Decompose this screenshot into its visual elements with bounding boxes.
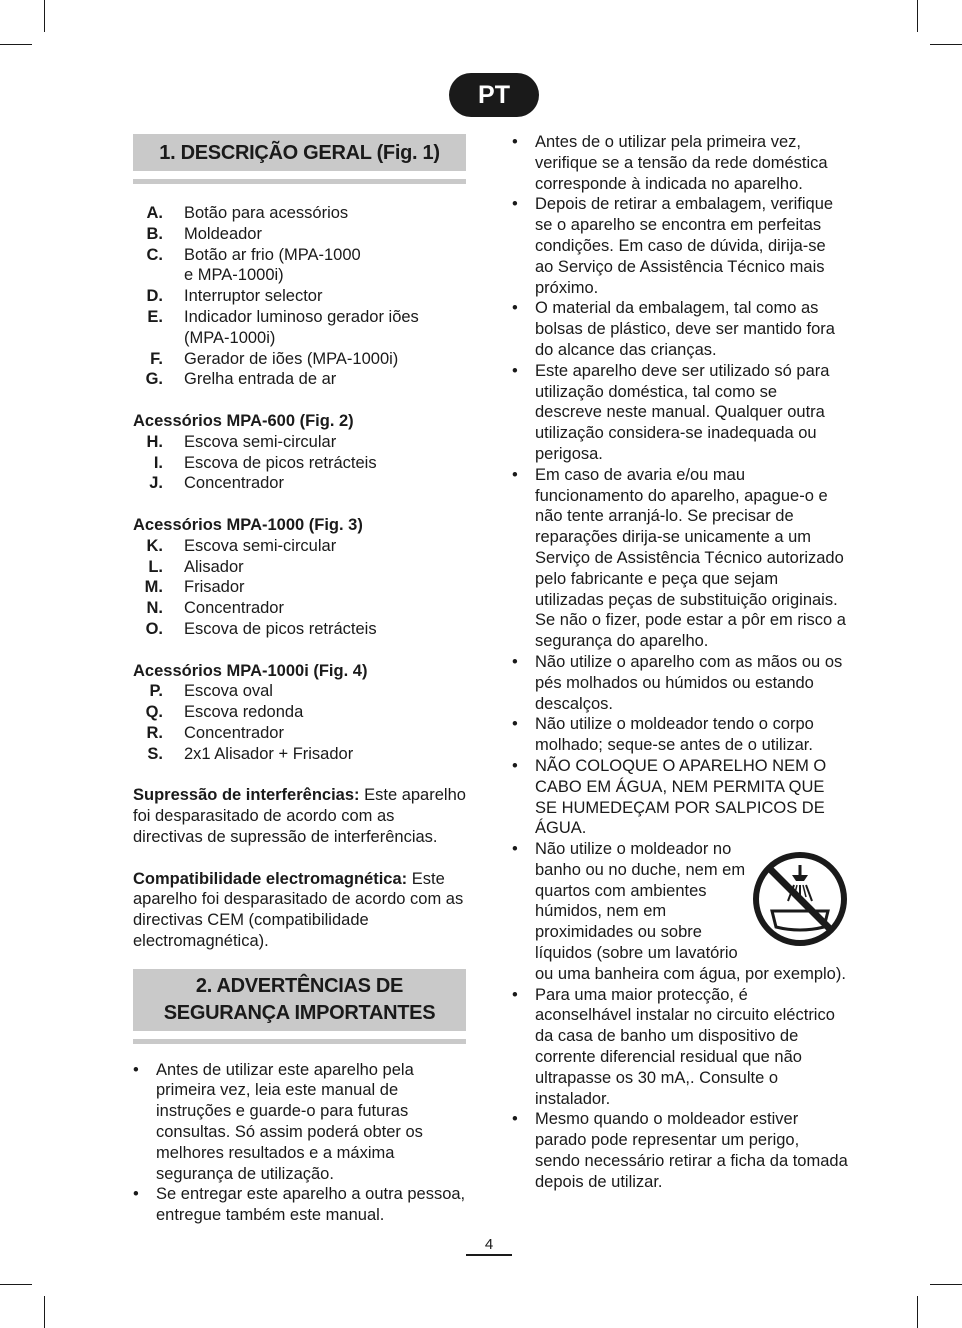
list-item: Q. Escova redonda	[145, 703, 304, 722]
crop-mark	[0, 44, 32, 45]
language-badge: PT	[449, 73, 539, 117]
safety-bullets-right	[512, 132, 848, 1193]
list-item: A. Botão para acessórios	[146, 204, 349, 222]
list-item: N. Concentrador	[146, 599, 284, 618]
page-number-rule	[466, 1254, 512, 1256]
accessories-1000i-title: Acessórios MPA-1000i (Fig. 4)	[133, 661, 368, 680]
right-column	[512, 132, 848, 1193]
list-item: C. Botão ar frio (MPA-1000 e MPA-1000i)	[146, 245, 361, 285]
list-item: F. Gerador de iões (MPA-1000i)	[150, 349, 399, 368]
accessories-600-list	[133, 432, 466, 494]
crop-mark	[917, 1296, 918, 1328]
list-item: L. Alisador	[148, 557, 244, 576]
list-item: • Mesmo quando o moldeador estiver parado pode representar um perigo, sendo necessário retirar a ficha da tomada depois de utilizar.	[512, 1109, 848, 1192]
accessories-600-title: Acessórios MPA-600 (Fig. 2)	[133, 411, 354, 430]
list-item: • O material da embalagem, tal como as bolsas de plástico, deve ser mantido fora do alcance das crianças.	[512, 298, 848, 360]
list-item: K. Escova semi-circular	[146, 536, 337, 555]
safety-bullets-left	[133, 1060, 466, 1226]
accessories-1000i-list	[133, 681, 466, 764]
heading-rule	[133, 179, 466, 184]
parts-list	[133, 203, 466, 390]
list-item: • Antes de utilizar este aparelho pela primeira vez, leia este manual de instruções e guarde-o para futuras consultas. Só assim poderá obter os melhores resultados e a máxima segurança de utilização.	[133, 1060, 466, 1185]
list-item: M. Frisador	[144, 578, 245, 597]
left-column	[133, 134, 466, 1226]
list-item: H. Escova semi-circular	[146, 432, 337, 451]
list-item: • Antes de o utilizar pela primeira vez, verifique se a tensão da rede doméstica corresponde à indicada no aparelho.	[512, 132, 848, 194]
list-item: • Não utilize o moldeador tendo o corpo molhado; seque-se antes de o utilizar.	[512, 714, 848, 756]
emc-paragraph: Compatibilidade electromagnética: Este aparelho foi desparasitado de acordo com as directivas CEM (compatibilidade electromagnética).	[133, 869, 464, 950]
crop-mark	[0, 1284, 32, 1285]
list-item	[512, 839, 848, 985]
list-item: • Não utilize o aparelho com as mãos ou os pés molhados ou húmidos ou estando descalços.	[512, 652, 848, 714]
heading-rule	[133, 1039, 466, 1044]
section-2-heading: 2. ADVERTÊNCIAS DE SEGURANÇA IMPORTANTES	[133, 969, 466, 1031]
list-item: I. Escova de picos retrácteis	[153, 453, 377, 472]
page-number: 4	[484, 1236, 494, 1253]
list-item: • NÃO COLOQUE O APARELHO NEM O CABO EM ÁGUA, NEM PERMITA QUE SE HUMEDEÇAM POR SALPICOS DE ÁGUA.	[512, 756, 848, 839]
crop-mark	[44, 0, 45, 32]
list-item: • Para uma maior protecção, é aconselhável instalar no circuito eléctrico da casa de banho um dispositivo de corrente diferencial residual que não ultrapasse os 30 mA,. Consulte o instalador.	[512, 985, 848, 1110]
list-item: E. Indicador luminoso gerador iões (MPA-1000i)	[147, 307, 419, 347]
list-item: • Em caso de avaria e/ou mau funcionamento do aparelho, apague-o e não tente arranjá-lo. Se precisar de reparações dirija-se unicamente a um Serviço de Assistência Técnico autorizado pelo fabricante e peça que sejam utilizadas peças de substituição originais. Se não o fizer, pode estar a pôr em risco a segurança do aparelho.	[512, 465, 848, 652]
list-item: • Se entregar este aparelho a outra pessoa, entregue também este manual.	[133, 1184, 466, 1226]
list-item: O. Escova de picos retrácteis	[145, 619, 377, 638]
list-item: J. Concentrador	[149, 474, 284, 493]
accessories-1000-list	[133, 536, 466, 640]
crop-mark	[44, 1296, 45, 1328]
list-item: P. Escova oval	[149, 682, 273, 701]
list-item: D. Interruptor selector	[146, 287, 323, 306]
bath-warning-text: Não utilize o moldeador no banho ou no duche, nem em quartos com ambientes húmidos, nem em proximidades ou sobre líquidos (sobre um lavatório ou uma banheira com água, por exemplo).	[535, 840, 846, 983]
list-item: • Depois de retirar a embalagem, verifique se o aparelho se encontra em perfeitas condições. Em caso de dúvida, dirija-se ao Serviço de Assistência Técnico mais próximo.	[512, 194, 848, 298]
interference-paragraph: Supressão de interferências: Este aparelho foi desparasitado de acordo com as directivas de supressão de interferências.	[133, 786, 466, 846]
list-item: • Este aparelho deve ser utilizado só para utilização doméstica, tal como se descreve neste manual. Qualquer outra utilização considera-se inadequada ou perigosa.	[512, 361, 848, 465]
list-item: S. 2x1 Alisador + Frisador	[147, 744, 354, 763]
crop-mark	[917, 0, 918, 32]
accessories-1000-title: Acessórios MPA-1000 (Fig. 3)	[133, 515, 363, 534]
list-item: R. Concentrador	[146, 723, 284, 742]
crop-mark	[930, 44, 962, 45]
list-item: G. Grelha entrada de ar	[145, 370, 337, 389]
list-item: B. Moldeador	[146, 224, 262, 243]
no-shower-icon	[752, 851, 848, 947]
crop-mark	[930, 1284, 962, 1285]
section-1-heading: 1. DESCRIÇÃO GERAL (Fig. 1)	[133, 134, 466, 171]
